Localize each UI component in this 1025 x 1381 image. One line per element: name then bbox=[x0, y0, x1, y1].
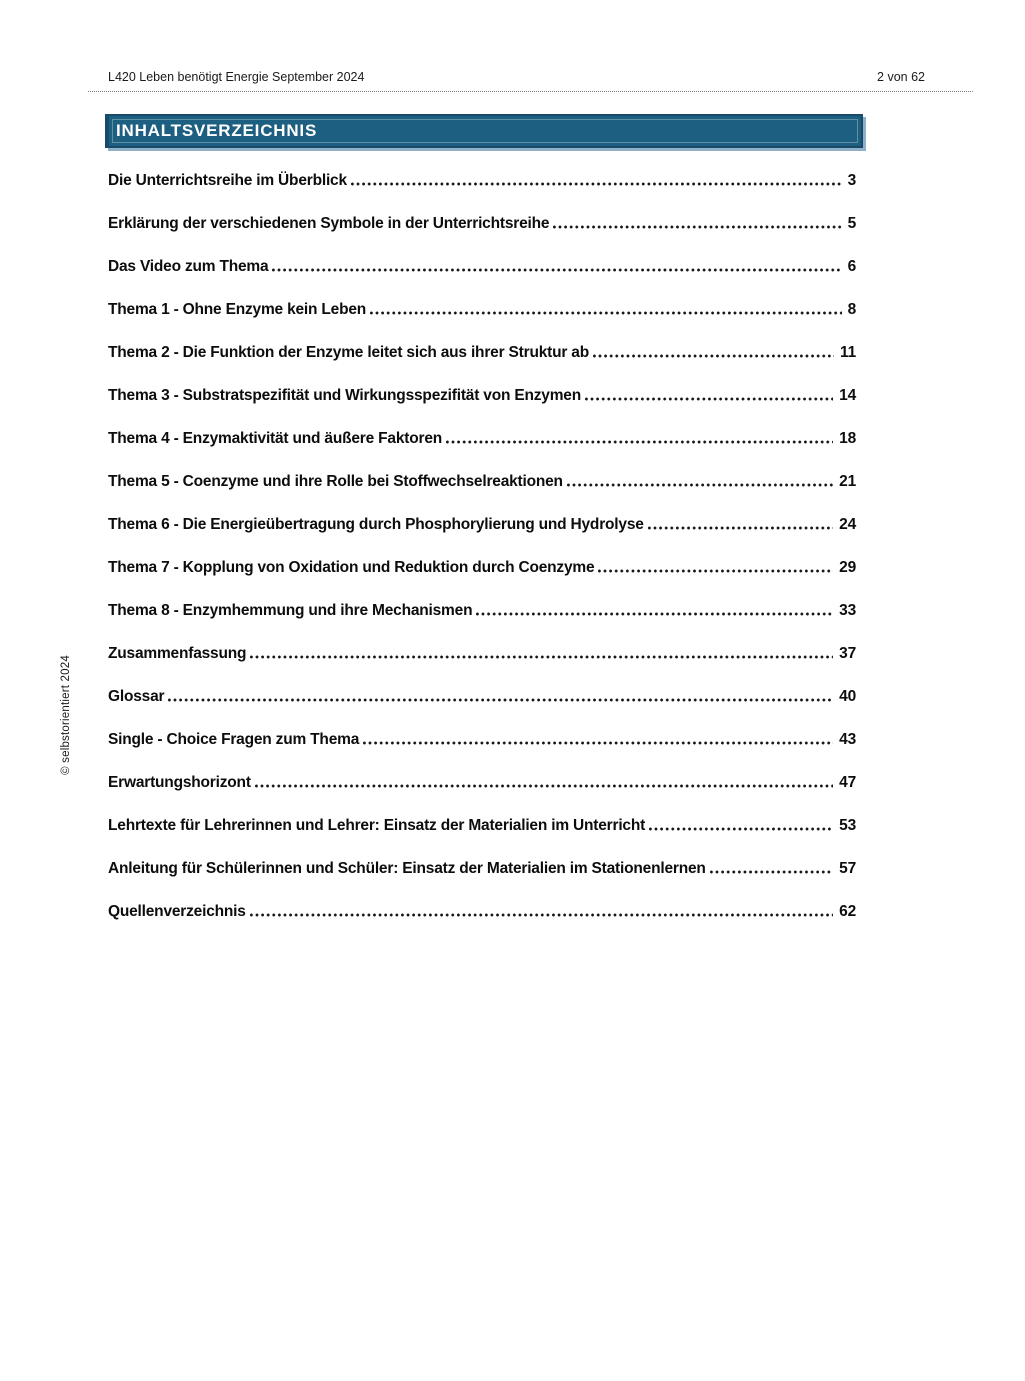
toc-entry-page-number: 3 bbox=[847, 172, 856, 189]
toc-dot-leader bbox=[585, 397, 833, 401]
toc-entry[interactable] bbox=[108, 602, 856, 619]
toc-entry-page-number: 18 bbox=[839, 430, 856, 447]
toc-entry-label: Thema 7 - Kopplung von Oxidation und Reduktion durch Coenzyme bbox=[108, 559, 595, 576]
toc-entry[interactable] bbox=[108, 774, 856, 791]
toc-entry[interactable] bbox=[108, 645, 856, 662]
toc-entry-page-number: 47 bbox=[839, 774, 856, 791]
toc-entry-label: Zusammenfassung bbox=[108, 645, 247, 662]
header-page-indicator: 2 von 62 bbox=[877, 70, 925, 84]
toc-entry-label: Das Video zum Thema bbox=[108, 258, 269, 275]
toc-entry-label: Glossar bbox=[108, 688, 165, 705]
toc-entry-label: Thema 6 - Die Energieübertragung durch Phosphorylierung und Hydrolyse bbox=[108, 516, 644, 533]
toc-entry[interactable] bbox=[108, 387, 856, 404]
toc-entry[interactable] bbox=[108, 258, 856, 275]
toc-entry-page-number: 40 bbox=[839, 688, 856, 705]
toc-entry-page-number: 43 bbox=[839, 731, 856, 748]
toc-entry-label: Quellenverzeichnis bbox=[108, 903, 246, 920]
toc-entry-label: Erklärung der verschiedenen Symbole in der Unterrichtsreihe bbox=[108, 215, 550, 232]
toc-entry[interactable] bbox=[108, 860, 856, 877]
toc-dot-leader bbox=[446, 440, 833, 444]
toc-dot-leader bbox=[168, 698, 833, 702]
toc-entry-page-number: 8 bbox=[847, 301, 856, 318]
toc-dot-leader bbox=[567, 483, 833, 487]
toc-entry-label: Thema 2 - Die Funktion der Enzyme leitet sich aus ihrer Struktur ab bbox=[108, 344, 589, 361]
toc-entry-label: Die Unterrichtsreihe im Überblick bbox=[108, 172, 347, 189]
toc-entry-label: Thema 8 - Enzymhemmung und ihre Mechanismen bbox=[108, 602, 473, 619]
toc-dot-leader bbox=[598, 569, 833, 573]
toc-entry[interactable] bbox=[108, 172, 856, 189]
toc-entry[interactable] bbox=[108, 344, 856, 361]
header-document-title: L420 Leben benötigt Energie September 2024 bbox=[108, 70, 365, 84]
toc-dot-leader bbox=[710, 870, 833, 874]
toc-dot-leader bbox=[363, 741, 833, 745]
toc-entry-label: Thema 5 - Coenzyme und ihre Rolle bei Stoffwechselreaktionen bbox=[108, 473, 563, 490]
toc-dot-leader bbox=[476, 612, 833, 616]
toc-entry[interactable] bbox=[108, 301, 856, 318]
toc-list bbox=[108, 172, 856, 946]
toc-dot-leader bbox=[250, 655, 833, 659]
toc-entry[interactable] bbox=[108, 817, 856, 834]
toc-entry-page-number: 11 bbox=[840, 344, 856, 361]
page-title: INHALTSVERZEICHNIS bbox=[116, 121, 318, 140]
toc-entry-label: Thema 4 - Enzymaktivität und äußere Faktoren bbox=[108, 430, 443, 447]
toc-dot-leader bbox=[351, 182, 842, 186]
copyright-vertical-note: © selbstorientiert 2024 bbox=[60, 655, 72, 775]
toc-dot-leader bbox=[593, 354, 834, 358]
toc-entry-page-number: 37 bbox=[839, 645, 856, 662]
toc-entry[interactable] bbox=[108, 731, 856, 748]
toc-dot-leader bbox=[649, 827, 833, 831]
toc-entry-label: Thema 1 - Ohne Enzyme kein Leben bbox=[108, 301, 367, 318]
toc-entry-page-number: 53 bbox=[839, 817, 856, 834]
page-header bbox=[88, 70, 973, 92]
toc-dot-leader bbox=[648, 526, 833, 530]
toc-dot-leader bbox=[553, 225, 841, 229]
toc-entry[interactable] bbox=[108, 215, 856, 232]
toc-entry-page-number: 33 bbox=[839, 602, 856, 619]
toc-entry-page-number: 29 bbox=[839, 559, 856, 576]
toc-entry[interactable] bbox=[108, 903, 856, 920]
toc-entry-label: Thema 3 - Substratspezifität und Wirkungsspezifität von Enzymen bbox=[108, 387, 581, 404]
toc-entry[interactable] bbox=[108, 559, 856, 576]
toc-entry-page-number: 6 bbox=[847, 258, 856, 275]
toc-entry-page-number: 21 bbox=[839, 473, 856, 490]
toc-dot-leader bbox=[272, 268, 841, 272]
toc-entry[interactable] bbox=[108, 516, 856, 533]
toc-entry-page-number: 57 bbox=[839, 860, 856, 877]
toc-entry-page-number: 5 bbox=[847, 215, 856, 232]
toc-entry-label: Single - Choice Fragen zum Thema bbox=[108, 731, 360, 748]
toc-dot-leader bbox=[370, 311, 842, 315]
toc-entry[interactable] bbox=[108, 688, 856, 705]
toc-entry-page-number: 62 bbox=[839, 903, 856, 920]
toc-entry[interactable] bbox=[108, 473, 856, 490]
toc-dot-leader bbox=[255, 784, 833, 788]
toc-entry-page-number: 14 bbox=[839, 387, 856, 404]
toc-entry-label: Erwartungshorizont bbox=[108, 774, 251, 791]
section-title-bar bbox=[105, 114, 863, 148]
toc-entry-page-number: 24 bbox=[839, 516, 856, 533]
toc-entry-label: Anleitung für Schülerinnen und Schüler: Einsatz der Materialien im Stationenlernen bbox=[108, 860, 706, 877]
toc-entry-label: Lehrtexte für Lehrerinnen und Lehrer: Einsatz der Materialien im Unterricht bbox=[108, 817, 646, 834]
toc-entry[interactable] bbox=[108, 430, 856, 447]
toc-dot-leader bbox=[250, 913, 833, 917]
